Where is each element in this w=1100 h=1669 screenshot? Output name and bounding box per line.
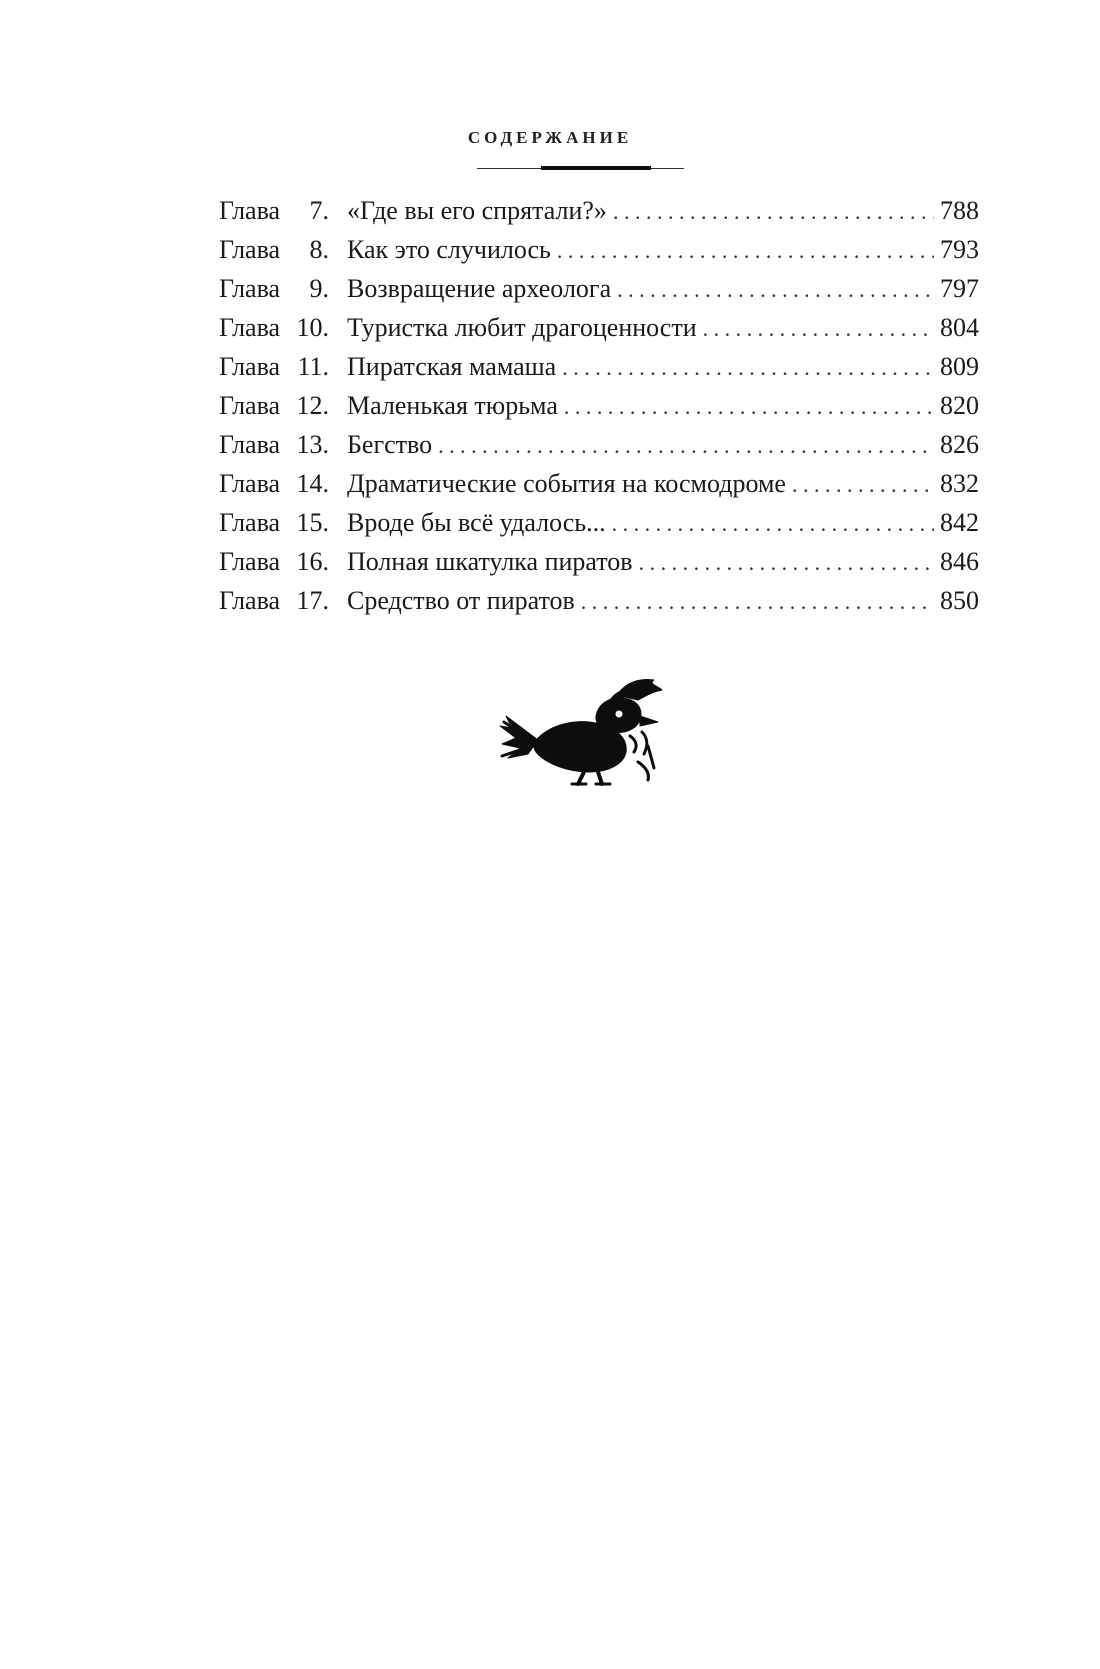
- toc-chapter-prefix: Глава: [219, 508, 281, 537]
- toc-chapter-number: 8.: [309, 235, 329, 264]
- toc-chapter-prefix: Глава: [219, 586, 281, 615]
- toc-chapter-number: 11.: [297, 352, 329, 381]
- toc-chapter-title: Туристка любит драгоценности: [347, 313, 697, 342]
- toc-chapter-prefix: Глава: [219, 313, 281, 342]
- toc-page-number: 793: [940, 235, 979, 264]
- toc-entry[interactable]: [219, 347, 979, 386]
- toc-chapter-number: 7.: [309, 196, 329, 225]
- toc-page-number: 804: [940, 313, 979, 342]
- toc-leader-dots: [612, 504, 934, 543]
- toc-chapter-prefix: Глава: [219, 430, 281, 459]
- toc-entry[interactable]: [219, 269, 979, 308]
- page-header: [0, 128, 1100, 148]
- toc-entry[interactable]: [219, 191, 979, 230]
- toc-entry[interactable]: [219, 425, 979, 464]
- toc-entry[interactable]: [219, 542, 979, 581]
- toc-entry[interactable]: [219, 386, 979, 425]
- title-rule-accent: [541, 166, 651, 170]
- toc-leader-dots: [438, 426, 934, 465]
- toc-leader-dots: [564, 387, 934, 426]
- toc-page-number: 832: [940, 469, 979, 498]
- toc-leader-dots: [617, 270, 934, 309]
- toc-chapter-prefix: Глава: [219, 391, 281, 420]
- bird-vignette-icon: [498, 676, 664, 786]
- toc-chapter-number: 15.: [296, 508, 329, 537]
- toc-page-number: 846: [940, 547, 979, 576]
- toc-chapter-number: 13.: [296, 430, 329, 459]
- toc-chapter-number: 10.: [296, 313, 329, 342]
- toc-chapter-number: 12.: [296, 391, 329, 420]
- toc-chapter-prefix: Глава: [219, 547, 281, 576]
- toc-chapter-number: 14.: [296, 469, 329, 498]
- toc-chapter-number: 16.: [296, 547, 329, 576]
- toc-chapter-title: Драматические события на космодроме: [347, 469, 786, 498]
- toc-chapter-title: «Где вы его спрятали?»: [347, 196, 607, 225]
- toc-entry[interactable]: [219, 581, 979, 620]
- toc-page-number: 850: [940, 586, 979, 615]
- toc-page-number: 826: [940, 430, 979, 459]
- toc-entry[interactable]: [219, 464, 979, 503]
- page-title: СОДЕРЖАНИЕ: [467, 128, 633, 147]
- toc-chapter-title: Вроде бы всё удалось...: [347, 508, 606, 537]
- toc-page-number: 842: [940, 508, 979, 537]
- toc-chapter-title: Пиратская мамаша: [347, 352, 557, 381]
- toc-chapter-title: Возвращение археолога: [347, 274, 612, 303]
- toc-chapter-prefix: Глава: [219, 235, 281, 264]
- toc-chapter-prefix: Глава: [219, 274, 281, 303]
- toc-chapter-prefix: Глава: [219, 352, 281, 381]
- toc-entry[interactable]: [219, 308, 979, 347]
- toc-leader-dots: [613, 192, 934, 231]
- toc-page-number: 788: [940, 196, 979, 225]
- toc-entry[interactable]: [219, 503, 979, 542]
- toc-page-number: 809: [940, 352, 979, 381]
- toc-leader-dots: [639, 543, 934, 582]
- toc-leader-dots: [557, 231, 934, 270]
- toc-chapter-title: Полная шкатулка пиратов: [347, 547, 633, 576]
- toc-entry[interactable]: [219, 230, 979, 269]
- toc-page-number: 820: [940, 391, 979, 420]
- table-of-contents: [219, 191, 979, 620]
- toc-leader-dots: [792, 465, 934, 504]
- toc-chapter-title: Маленькая тюрьма: [347, 391, 558, 420]
- toc-chapter-prefix: Глава: [219, 469, 281, 498]
- toc-chapter-number: 9.: [309, 274, 329, 303]
- toc-leader-dots: [581, 582, 934, 621]
- toc-chapter-prefix: Глава: [219, 196, 281, 225]
- toc-page-number: 797: [940, 274, 979, 303]
- toc-leader-dots: [562, 348, 934, 387]
- toc-chapter-title: Средство от пиратов: [347, 586, 575, 615]
- toc-chapter-title: Бегство: [347, 430, 433, 459]
- toc-chapter-number: 17.: [296, 586, 329, 615]
- toc-chapter-title: Как это случилось: [347, 235, 551, 264]
- toc-leader-dots: [703, 309, 934, 348]
